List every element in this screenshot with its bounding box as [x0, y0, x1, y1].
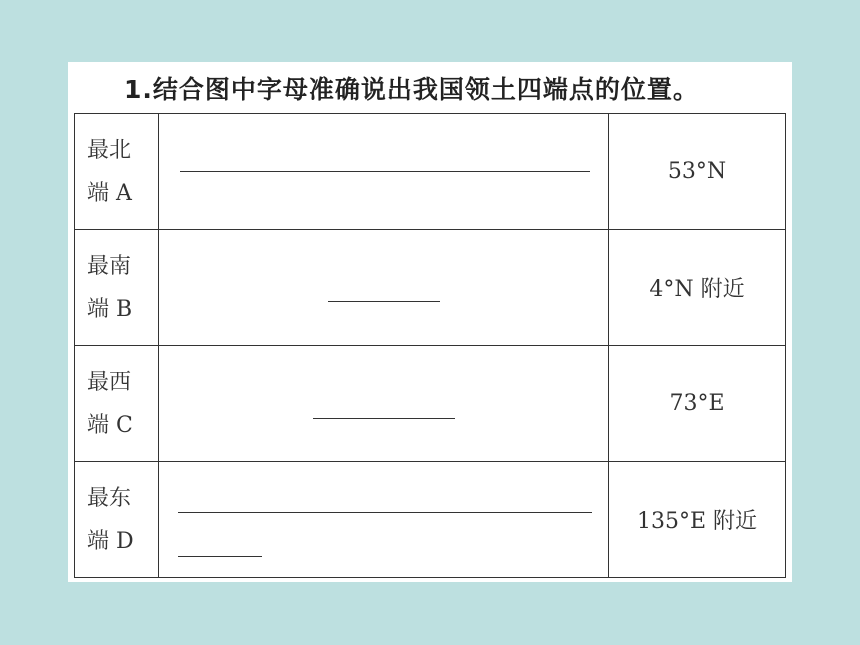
- row-label-bottom: 端 A: [87, 180, 132, 206]
- table-row: [75, 230, 786, 346]
- row-label-bottom: 端 B: [87, 296, 133, 322]
- row-label-cell: [75, 114, 159, 230]
- extreme-points-table: [74, 113, 786, 578]
- row-label-top: 最北: [87, 137, 132, 163]
- worksheet: [68, 62, 792, 582]
- row-label-bottom: 端 D: [87, 528, 134, 554]
- coordinate-cell: 4°N 附近: [609, 230, 786, 346]
- answer-line: [313, 418, 455, 419]
- answer-blank-cell[interactable]: [159, 114, 609, 230]
- row-label-cell: [75, 462, 159, 578]
- row-label-bottom: 端 C: [87, 412, 133, 438]
- coordinate-cell: 73°E: [609, 346, 786, 462]
- table-row: [75, 114, 786, 230]
- table-row: [75, 346, 786, 462]
- table-row: [75, 462, 786, 578]
- answer-line: [178, 512, 592, 513]
- answer-line: [180, 171, 590, 172]
- answer-blank-cell[interactable]: [159, 462, 609, 578]
- question-title: 1.结合图中字母准确说出我国领土四端点的位置。: [124, 75, 699, 104]
- coordinate-cell: 135°E 附近: [609, 462, 786, 578]
- answer-line-continuation: [178, 556, 262, 557]
- answer-blank-cell[interactable]: [159, 346, 609, 462]
- row-label-top: 最南: [87, 253, 132, 279]
- coordinate-cell: 53°N: [609, 114, 786, 230]
- answer-line: [328, 301, 440, 302]
- row-label-top: 最东: [87, 485, 132, 511]
- answer-blank-cell[interactable]: [159, 230, 609, 346]
- row-label-top: 最西: [87, 369, 132, 395]
- row-label-cell: [75, 230, 159, 346]
- row-label-cell: [75, 346, 159, 462]
